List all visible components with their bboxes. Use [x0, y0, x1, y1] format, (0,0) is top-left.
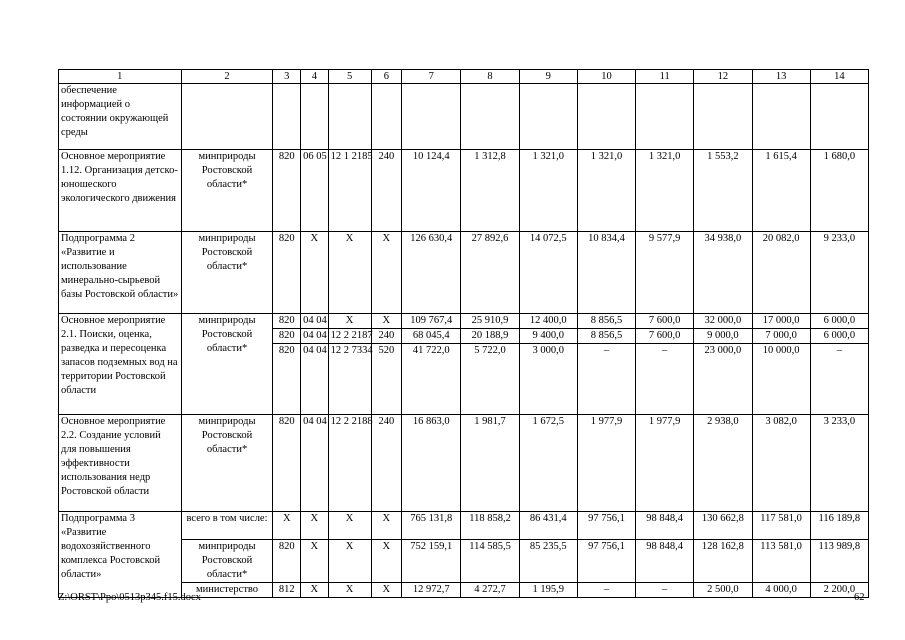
- page-number: 62: [854, 592, 865, 603]
- value-cell: 41 722,0: [402, 344, 461, 415]
- value-cell: Х: [371, 540, 402, 583]
- value-cell: Х: [328, 314, 371, 329]
- item-name: Основное мероприятие 2.1. Поиски, оценка, разведка и пересоценка запасов подземных вод на территории Ростовской области: [59, 314, 182, 415]
- value-cell: Х: [273, 512, 301, 540]
- value-cell: 820: [273, 329, 301, 344]
- table-row: [59, 314, 869, 329]
- value-cell: 520: [371, 344, 402, 415]
- value-cell: 765 131,8: [402, 512, 461, 540]
- value-cell: [301, 84, 329, 150]
- value-cell: Х: [301, 512, 329, 540]
- budget-table: [58, 69, 869, 598]
- item-name: Подпрограмма 2 «Развитие и использование минерально-сырьевой базы Ростовской области»: [59, 232, 182, 314]
- responsible: минприроды Ростовской области*: [181, 150, 273, 232]
- value-cell: –: [577, 344, 635, 415]
- value-cell: 3 233,0: [810, 415, 868, 512]
- value-cell: Х: [371, 512, 402, 540]
- value-cell: Х: [301, 540, 329, 583]
- item-name: Основное мероприятие 1.12. Организация детско-юношеского экологического движения: [59, 150, 182, 232]
- col-header: 9: [519, 70, 577, 84]
- value-cell: 04 04: [301, 415, 329, 512]
- value-cell: 820: [273, 314, 301, 329]
- value-cell: [810, 84, 868, 150]
- value-cell: 6 000,0: [810, 329, 868, 344]
- value-cell: 3 000,0: [519, 344, 577, 415]
- item-name: Основное мероприятие 2.2. Создание условий для повышения эффективности использования недр Ростовской области: [59, 415, 182, 512]
- value-cell: Х: [328, 583, 371, 598]
- value-cell: Х: [371, 314, 402, 329]
- col-header: 5: [328, 70, 371, 84]
- col-header: 13: [752, 70, 810, 84]
- value-cell: 12 400,0: [519, 314, 577, 329]
- value-cell: 4 000,0: [752, 583, 810, 598]
- value-cell: [636, 84, 694, 150]
- column-number-row: [59, 70, 869, 84]
- value-cell: 820: [273, 540, 301, 583]
- value-cell: 109 767,4: [402, 314, 461, 329]
- col-header: 2: [181, 70, 273, 84]
- value-cell: 116 189,8: [810, 512, 868, 540]
- table-row: [59, 232, 869, 314]
- value-cell: 32 000,0: [694, 314, 752, 329]
- value-cell: Х: [328, 512, 371, 540]
- col-header: 14: [810, 70, 868, 84]
- responsible: минприроды Ростовской области*: [181, 415, 273, 512]
- value-cell: 752 159,1: [402, 540, 461, 583]
- value-cell: [371, 84, 402, 150]
- value-cell: 12 972,7: [402, 583, 461, 598]
- value-cell: [577, 84, 635, 150]
- value-cell: 12 2 2188: [328, 415, 371, 512]
- value-cell: [752, 84, 810, 150]
- value-cell: 1 321,0: [519, 150, 577, 232]
- value-cell: 7 000,0: [752, 329, 810, 344]
- col-header: 12: [694, 70, 752, 84]
- responsible: [181, 84, 273, 150]
- value-cell: 8 856,5: [577, 314, 635, 329]
- value-cell: 240: [371, 150, 402, 232]
- value-cell: 25 910,9: [461, 314, 519, 329]
- col-header: 1: [59, 70, 182, 84]
- value-cell: –: [810, 344, 868, 415]
- value-cell: 16 863,0: [402, 415, 461, 512]
- value-cell: 240: [371, 329, 402, 344]
- value-cell: 17 000,0: [752, 314, 810, 329]
- value-cell: 9 400,0: [519, 329, 577, 344]
- value-cell: 7 600,0: [636, 329, 694, 344]
- value-cell: 7 600,0: [636, 314, 694, 329]
- value-cell: 23 000,0: [694, 344, 752, 415]
- value-cell: 10 834,4: [577, 232, 635, 314]
- value-cell: 1 615,4: [752, 150, 810, 232]
- responsible: минприроды Ростовской области*: [181, 540, 273, 583]
- value-cell: 2 200,0: [810, 583, 868, 598]
- col-header: 11: [636, 70, 694, 84]
- value-cell: Х: [301, 583, 329, 598]
- value-cell: 1 981,7: [461, 415, 519, 512]
- value-cell: 114 585,5: [461, 540, 519, 583]
- value-cell: 04 04: [301, 344, 329, 415]
- value-cell: Х: [328, 232, 371, 314]
- responsible: минприроды Ростовской области*: [181, 232, 273, 314]
- value-cell: 820: [273, 344, 301, 415]
- value-cell: 9 233,0: [810, 232, 868, 314]
- value-cell: 20 188,9: [461, 329, 519, 344]
- value-cell: 5 722,0: [461, 344, 519, 415]
- value-cell: 117 581,0: [752, 512, 810, 540]
- col-header: 6: [371, 70, 402, 84]
- value-cell: 126 630,4: [402, 232, 461, 314]
- value-cell: 118 858,2: [461, 512, 519, 540]
- table-row: [59, 84, 869, 150]
- value-cell: 2 500,0: [694, 583, 752, 598]
- value-cell: 04 04: [301, 329, 329, 344]
- value-cell: 820: [273, 415, 301, 512]
- value-cell: 9 000,0: [694, 329, 752, 344]
- value-cell: 1 977,9: [577, 415, 635, 512]
- value-cell: 98 848,4: [636, 512, 694, 540]
- value-cell: Х: [328, 540, 371, 583]
- value-cell: 68 045,4: [402, 329, 461, 344]
- value-cell: 34 938,0: [694, 232, 752, 314]
- value-cell: 240: [371, 415, 402, 512]
- value-cell: 820: [273, 232, 301, 314]
- value-cell: [694, 84, 752, 150]
- col-header: 10: [577, 70, 635, 84]
- value-cell: Х: [371, 583, 402, 598]
- value-cell: 113 989,8: [810, 540, 868, 583]
- value-cell: 1 553,2: [694, 150, 752, 232]
- col-header: 4: [301, 70, 329, 84]
- value-cell: 12 2 7334: [328, 344, 371, 415]
- value-cell: 812: [273, 583, 301, 598]
- table-row: [59, 150, 869, 232]
- value-cell: Х: [301, 232, 329, 314]
- value-cell: [402, 84, 461, 150]
- value-cell: 130 662,8: [694, 512, 752, 540]
- value-cell: 3 082,0: [752, 415, 810, 512]
- responsible: министерство: [181, 583, 273, 598]
- value-cell: 4 272,7: [461, 583, 519, 598]
- value-cell: 1 312,8: [461, 150, 519, 232]
- value-cell: 10 124,4: [402, 150, 461, 232]
- value-cell: –: [577, 583, 635, 598]
- value-cell: [273, 84, 301, 150]
- value-cell: Х: [371, 232, 402, 314]
- table-row: [59, 415, 869, 512]
- value-cell: 128 162,8: [694, 540, 752, 583]
- value-cell: 113 581,0: [752, 540, 810, 583]
- value-cell: [328, 84, 371, 150]
- value-cell: 14 072,5: [519, 232, 577, 314]
- value-cell: 8 856,5: [577, 329, 635, 344]
- value-cell: 12 2 2187: [328, 329, 371, 344]
- table-row: [59, 512, 869, 540]
- value-cell: 97 756,1: [577, 512, 635, 540]
- value-cell: 27 892,6: [461, 232, 519, 314]
- value-cell: 2 938,0: [694, 415, 752, 512]
- value-cell: 6 000,0: [810, 314, 868, 329]
- value-cell: 1 977,9: [636, 415, 694, 512]
- value-cell: 85 235,5: [519, 540, 577, 583]
- value-cell: 86 431,4: [519, 512, 577, 540]
- value-cell: –: [636, 583, 694, 598]
- value-cell: [519, 84, 577, 150]
- value-cell: 1 321,0: [636, 150, 694, 232]
- item-name: Подпрограмма 3 «Развитие водохозяйственного комплекса Ростовской области»: [59, 512, 182, 598]
- responsible: всего в том числе:: [181, 512, 273, 540]
- value-cell: 1 680,0: [810, 150, 868, 232]
- value-cell: 04 04: [301, 314, 329, 329]
- col-header: 7: [402, 70, 461, 84]
- item-name: обеспечение информацией о состоянии окружающей среды: [59, 84, 182, 150]
- file-path: Z:\ORST\Ppo\0513p345.f15.docx: [58, 592, 201, 603]
- value-cell: 820: [273, 150, 301, 232]
- value-cell: 9 577,9: [636, 232, 694, 314]
- value-cell: 1 321,0: [577, 150, 635, 232]
- responsible: минприроды Ростовской области*: [181, 314, 273, 415]
- col-header: 8: [461, 70, 519, 84]
- value-cell: 98 848,4: [636, 540, 694, 583]
- value-cell: 20 082,0: [752, 232, 810, 314]
- col-header: 3: [273, 70, 301, 84]
- value-cell: 1 195,9: [519, 583, 577, 598]
- value-cell: 1 672,5: [519, 415, 577, 512]
- value-cell: –: [636, 344, 694, 415]
- value-cell: 06 05: [301, 150, 329, 232]
- value-cell: 10 000,0: [752, 344, 810, 415]
- value-cell: 97 756,1: [577, 540, 635, 583]
- value-cell: 12 1 2185: [328, 150, 371, 232]
- value-cell: [461, 84, 519, 150]
